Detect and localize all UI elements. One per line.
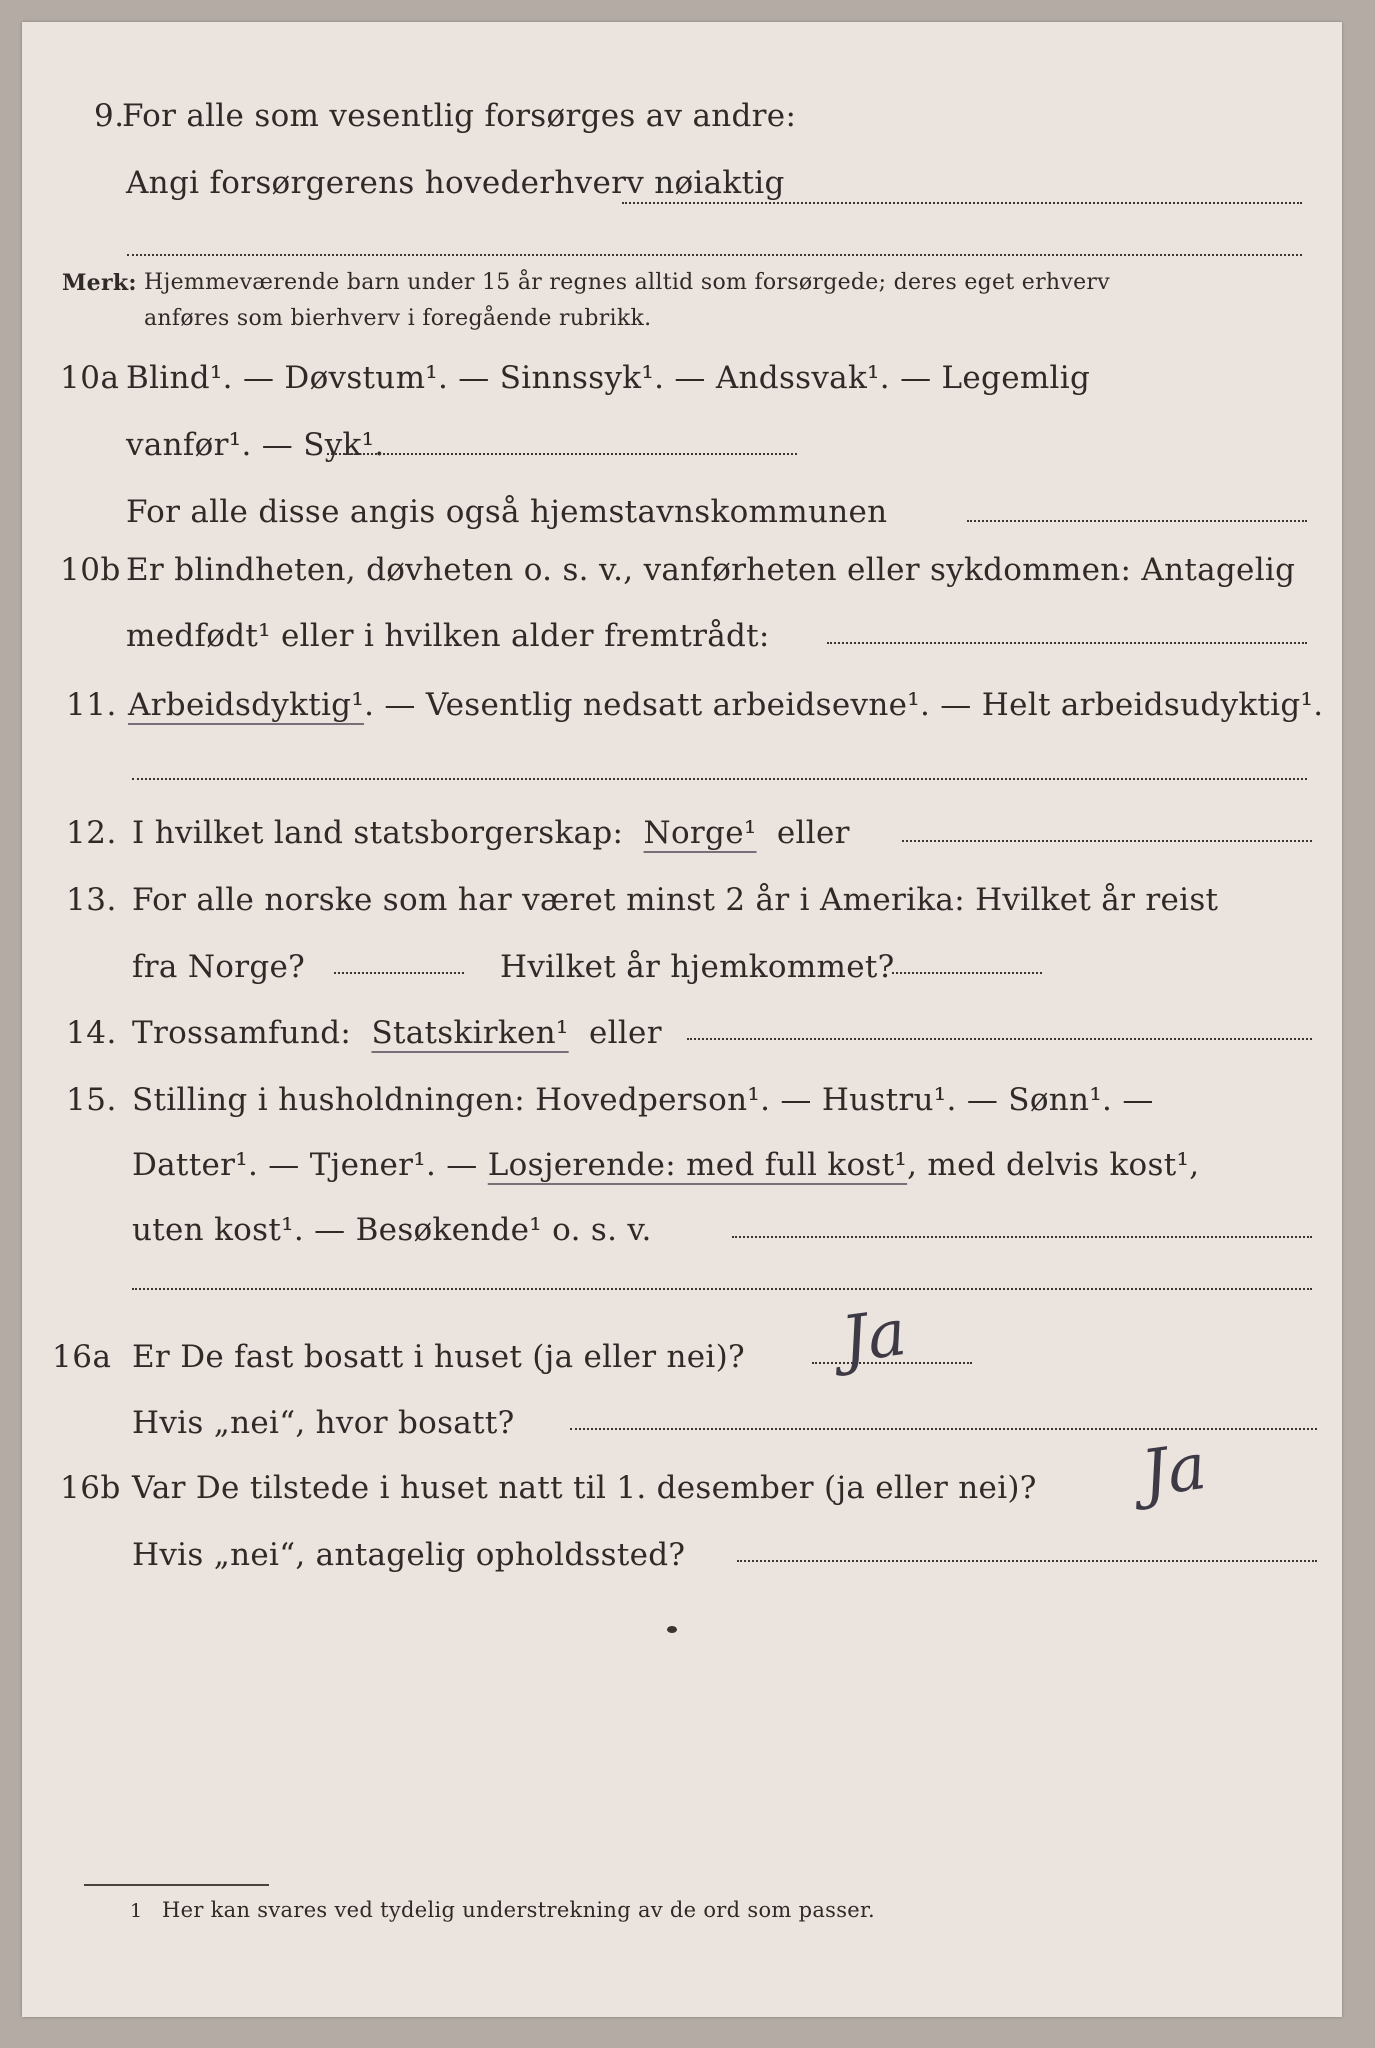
question-number: 15. [66, 1082, 117, 1118]
question-number: 10a [60, 360, 120, 396]
question-text: fra Norge? [132, 949, 306, 985]
answer-line[interactable] [892, 972, 1042, 974]
question-text: Hvis „nei“, antagelig opholdssted? [132, 1537, 686, 1573]
question-text: I hvilket land statsborgerskap: Norge¹ eller [132, 815, 850, 851]
form-page [22, 22, 1342, 2017]
answer-line[interactable] [132, 778, 1307, 780]
answer-option-text: Arbeidsdyktig¹. — Vesentlig nedsatt arbeidsevne¹. — Helt arbeidsudyktig¹. [128, 687, 1324, 723]
question-number: 11. [66, 687, 117, 723]
selected-option: Arbeidsdyktig¹ [128, 687, 365, 723]
note-label: Merk: [62, 270, 137, 296]
footnote-text: Her kan svares ved tydelig understrekning av de ord som passer. [162, 1898, 876, 1922]
question-text: uten kost¹. — Besøkende¹ o. s. v. [132, 1212, 652, 1248]
answer-line[interactable] [902, 840, 1312, 842]
question-number: 16b [60, 1470, 121, 1506]
handwritten-answer: Ja [1137, 1429, 1211, 1513]
selected-option: Norge¹ [643, 815, 757, 851]
answer-line[interactable] [127, 254, 1302, 256]
note-text: Hjemmeværende barn under 15 år regnes alltid som forsørgede; deres eget erhverv [144, 270, 1110, 295]
question-number: 14. [66, 1015, 117, 1051]
question-text: vanfør¹. — Syk¹. [126, 427, 385, 463]
handwritten-answer: Ja [837, 1295, 911, 1379]
question-text: Angi forsørgerens hovederhverv nøiaktig [126, 165, 785, 201]
question-text: Er De fast bosatt i huset (ja eller nei)? [132, 1339, 745, 1375]
question-text: Var De tilstede i huset natt til 1. desember (ja eller nei)? [132, 1470, 1037, 1506]
ink-spot [667, 1626, 677, 1633]
answer-line[interactable] [827, 642, 1307, 644]
question-number: 16a [52, 1339, 112, 1375]
question-text: Blind¹. — Døvstum¹. — Sinnssyk¹. — Andssvak¹. — Legemlig [126, 360, 1091, 396]
answer-line[interactable] [570, 1428, 1317, 1430]
question-text: Hvis „nei“, hvor bosatt? [132, 1405, 515, 1441]
answer-line[interactable] [732, 1236, 1312, 1238]
question-text: Stilling i husholdningen: Hovedperson¹. — Hustru¹. — Sønn¹. — [132, 1082, 1154, 1118]
answer-line[interactable] [334, 972, 464, 974]
answer-line[interactable] [132, 1288, 1312, 1290]
question-text: Datter¹. — Tjener¹. — Losjerende: med full kost¹, med delvis kost¹, [132, 1147, 1200, 1183]
answer-line[interactable] [967, 520, 1307, 522]
selected-option: Losjerende: med full kost¹ [487, 1147, 908, 1183]
question-text: Trossamfund: Statskirken¹ eller [132, 1015, 662, 1051]
question-text: For alle som vesentlig forsørges av andre: [122, 98, 797, 134]
footnote-rule [84, 1884, 269, 1886]
note-text: anføres som bierhverv i foregående rubrikk. [144, 306, 652, 331]
footnote-mark: 1 [130, 1900, 143, 1922]
answer-line[interactable] [737, 1560, 1317, 1562]
question-text: For alle disse angis også hjemstavnskommunen [126, 494, 888, 530]
question-number: 10b [60, 552, 121, 588]
selected-option: Statskirken¹ [371, 1015, 569, 1051]
question-number: 13. [66, 882, 117, 918]
answer-line[interactable] [622, 202, 1302, 204]
question-number: 12. [66, 815, 117, 851]
answer-line[interactable] [327, 453, 797, 455]
question-text: Hvilket år hjemkommet? [500, 949, 895, 985]
answer-line[interactable] [687, 1038, 1312, 1040]
question-text: medfødt¹ eller i hvilken alder fremtrådt: [126, 618, 770, 654]
question-text: Er blindheten, døvheten o. s. v., vanførheten eller sykdommen: Antagelig [126, 552, 1296, 588]
question-text: For alle norske som har været minst 2 år i Amerika: Hvilket år reist [132, 882, 1219, 918]
question-number: 9. [94, 98, 125, 134]
